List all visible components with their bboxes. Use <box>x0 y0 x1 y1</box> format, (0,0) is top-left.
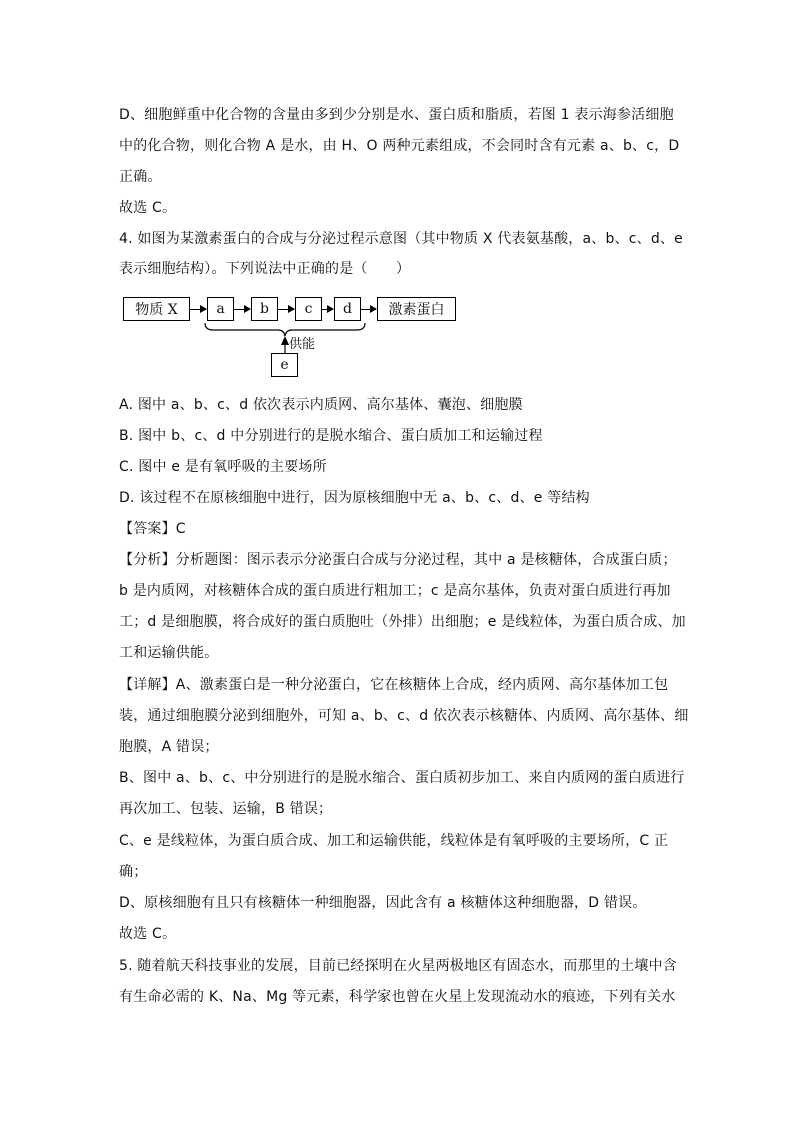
box-d: d <box>334 297 361 321</box>
analysis-line: 工和运输供能。 <box>119 645 219 661</box>
box-e: e <box>271 353 298 377</box>
box-a: a <box>207 297 234 321</box>
analysis-line: 工；d 是细胞膜，将合成好的蛋白质胞吐（外排）出细胞；e 是线粒体，为蛋白质合成、加 <box>119 614 686 630</box>
question-4-line: 4. 如图为某激素蛋白的合成与分泌过程示意图（其中物质 X 代表氨基酸，a、b、c、d、e <box>119 231 683 247</box>
detail-line: D、原核细胞有且只有核糖体一种细胞器，因此含有 a 核糖体这种细胞器，D 错误。 <box>119 895 647 911</box>
question-5-line: 5. 随着航天科技事业的发展，目前已经探明在火星两极地区有固态水，而那里的土壤中含 <box>119 958 678 974</box>
option-c: C. 图中 e 是有氧呼吸的主要场所 <box>119 459 327 475</box>
detail-line: 故选 C。 <box>119 926 177 942</box>
box-hormone-protein: 激素蛋白 <box>377 297 456 321</box>
arrow <box>190 309 206 310</box>
text-line: 中的化合物，则化合物 A 是水，由 H、O 两种元素组成，不会同时含有元素 a、b、c，D <box>119 138 680 154</box>
option-d: D. 该过程不在原核细胞中进行，因为原核细胞中无 a、b、c、d、e 等结构 <box>119 490 590 506</box>
arrow <box>278 309 294 310</box>
box-c: c <box>295 297 322 321</box>
energy-label: 供能 <box>289 337 316 352</box>
arrow <box>361 309 376 310</box>
question-5-line: 有生命必需的 K、Na、Mg 等元素，科学家也曾在火星上发现流动水的痕迹，下列有关水 <box>119 989 676 1005</box>
text-line: D、细胞鲜重中化合物的含量由多到少分别是水、蛋白质和脂质，若图 1 表示海参活细胞 <box>119 107 674 123</box>
detail-line: 【详解】A、激素蛋白是一种分泌蛋白，它在核糖体上合成，经内质网、高尔基体加工包 <box>119 677 669 693</box>
detail-line: 胞膜，A 错误； <box>119 739 219 755</box>
detail-line: C、e 是线粒体，为蛋白质合成、加工和运输供能，线粒体是有氧呼吸的主要场所，C 正 <box>119 833 669 849</box>
option-b: B. 图中 b、c、d 中分别进行的是脱水缩合、蛋白质加工和运输过程 <box>119 428 543 444</box>
text-line: 正确。 <box>119 169 162 185</box>
arrow <box>322 309 333 310</box>
question-4-line: 表示细胞结构）。下列说法中正确的是（ ） <box>119 261 411 277</box>
answer-line: 【答案】C <box>119 521 186 537</box>
detail-line: 再次加工、包装、运输，B 错误； <box>119 801 333 817</box>
text-line: 故选 C。 <box>119 200 177 216</box>
arrow <box>234 309 250 310</box>
box-substance-x: 物质 X <box>123 297 190 321</box>
option-a: A. 图中 a、b、c、d 依次表示内质网、高尔基体、囊泡、细胞膜 <box>119 397 523 413</box>
detail-line: 确； <box>119 864 148 880</box>
analysis-line: b 是内质网，对核糖体合成的蛋白质进行粗加工；c 是高尔基体，负责对蛋白质进行再加 <box>119 583 671 599</box>
detail-line: B、图中 a、b、c、中分别进行的是脱水缩合、蛋白质初步加工、来自内质网的蛋白质进行 <box>119 770 685 786</box>
detail-line: 装，通过细胞膜分泌到细胞外，可知 a、b、c、d 依次表示核糖体、内质网、高尔基体、细 <box>119 708 689 724</box>
analysis-line: 【分析】分析题图：图示表示分泌蛋白合成与分泌过程，其中 a 是核糖体，合成蛋白质； <box>119 552 677 568</box>
box-b: b <box>251 297 278 321</box>
